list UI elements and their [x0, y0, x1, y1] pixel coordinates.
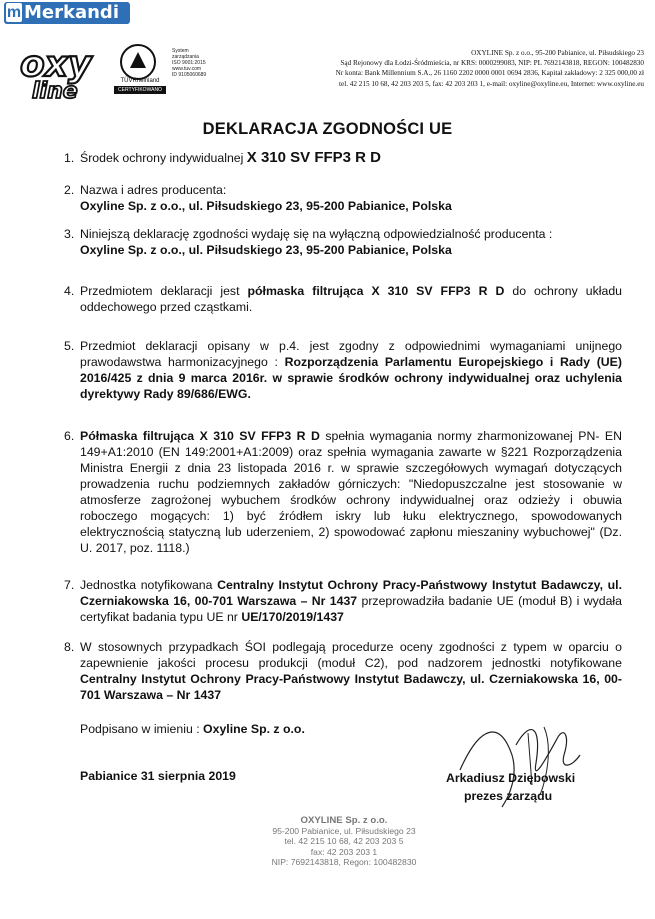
tuv-certification-mark — [112, 44, 168, 94]
company-stamp — [210, 816, 478, 867]
item-6 — [64, 428, 622, 556]
item-number: 2. — [64, 183, 75, 197]
iso-line: ID 9105060689 — [172, 72, 207, 78]
item-bold: Centralny Instytut Ochrony Pracy-Państwowy Instytut Badawczy, ul. Czerniakowska 16, 00-701 Warszawa – Nr 1437 — [80, 578, 622, 608]
logo-line: line — [32, 79, 78, 102]
tuv-badge-icon — [120, 44, 156, 80]
item-text: do ochrony układu oddechowego przed cząstkami. — [80, 284, 622, 314]
item-text: przeprowadziła badanie UE (moduł B) i wydała certyfikat badania typu UE nr — [80, 594, 622, 624]
signer-name: Arkadiusz Dziębowski — [446, 771, 576, 785]
item-number: 5. — [64, 339, 75, 353]
item-7 — [64, 577, 622, 625]
item-text: spełnia wymagania normy zharmonizowanej PN- EN 149+A1:2010 (EN 149:2001+A1:2009) oraz spełnia wymagania zawarte w §221 Rozporządzenia Ministra Energii z dnia 23 listopada 2016 r. w sprawie szczegółowych wymagań dotyczących prowadzenia ruchu podziemnych zakładów górniczych: "Niedopuszczalne jest stosowanie w atmosferze zagrożonej wybuchem środków ochrony indywidualnej oraz odzieży i obuwia roboczego mogących: 1) być źródłem iskry lub łuku elektrycznego, spowodowanych elektrycznością statyczną lub uderzeniem, 2) spowodować zapłonu mieszaniny wybuchowej" (Dz. U. 2017, poz. 1118.) — [80, 429, 622, 555]
company-line: Sąd Rejonowy dla Łodzi-Śródmieścia, nr KRS: 0000299083, NIP: PL 7692143818, REGON: 100482830 — [340, 59, 644, 68]
stamp-line: 95-200 Pabianice, ul. Piłsudskiego 23 — [272, 826, 416, 837]
item-text: W stosownych przypadkach ŚOI podlegają procedurze oceny zgodności z typem w oparciu o zapewnienie jakości procesu produkcji (moduł C2), pod nadzorem jednostki notyfikowane — [80, 640, 622, 670]
item-number: 8. — [64, 640, 75, 654]
item-2 — [64, 182, 622, 214]
item-product: X 310 SV FFP3 R D — [246, 149, 382, 166]
item-8 — [64, 639, 622, 703]
company-line: tel. 42 215 10 68, 42 203 203 5, fax: 42 203 203 1, e-mail: oxyline@oxyline.eu, Internet: www.oxyline.eu — [339, 79, 644, 88]
item-text: Środek ochrony indywidualnej — [80, 151, 247, 165]
signed-company: Oxyline Sp. z o.o. — [203, 722, 305, 736]
item-3 — [64, 226, 622, 258]
tuv-bar: CERTYFIKOWANO — [114, 86, 166, 94]
signer-role: prezes zarządu — [464, 789, 553, 803]
item-number: 4. — [64, 284, 75, 298]
item-number: 3. — [64, 227, 75, 241]
document-title: DEKLARACJA ZGODNOŚCI UE — [202, 120, 453, 138]
stamp-line: NIP: 7692143818, Regon: 100482830 — [271, 856, 417, 867]
item-5 — [64, 338, 622, 402]
stamp-line: OXYLINE Sp. z o.o. — [300, 815, 388, 826]
item-text: Przedmiot deklaracji opisany w p.4. jest zgodny z odpowiednimi wymaganiami unijnego prawodawstwa harmonizacyjnego : — [80, 339, 622, 369]
merkandi-watermark-text: Merkandi — [24, 2, 119, 23]
merkandi-watermark — [4, 2, 130, 24]
iso-line: System — [172, 48, 189, 54]
company-line: OXYLINE Sp. z o.o., 95-200 Pabianice, ul. Piłsudskiego 23 — [471, 49, 644, 57]
company-line: Nr konta: Bank Millennium S.A., 26 1160 2202 0000 0001 0694 2836, Kapitał zakładowy: 2 325 000,00 zł — [335, 69, 644, 78]
stamp-line: tel. 42 215 10 68, 42 203 203 5 — [284, 836, 404, 847]
oxyline-logo — [18, 40, 108, 102]
item-text: Przedmiotem deklaracji jest — [80, 284, 248, 298]
signer-block — [446, 769, 575, 805]
item-number: 1. — [64, 151, 75, 165]
signature-date: Pabianice 31 sierpnia 2019 — [80, 769, 236, 783]
company-details — [236, 48, 644, 89]
logo-oxy: oxy — [20, 44, 92, 85]
signed-on-behalf — [80, 722, 305, 736]
stamp-line: fax: 42 203 203 1 — [310, 846, 378, 857]
tuv-name: TÜVRheinland — [120, 78, 160, 84]
item-text: Nazwa i adres producenta: — [80, 183, 227, 197]
item-number: 7. — [64, 578, 75, 592]
item-bold: Półmaska filtrująca X 310 SV FFP3 R D — [80, 429, 320, 443]
iso-line: zarządzania — [172, 54, 199, 60]
iso-line: www.tuv.com — [172, 66, 202, 72]
merkandi-m-icon: m — [6, 4, 22, 21]
certificate-number: UE/170/2019/1437 — [241, 610, 344, 624]
item-bold: Rozporządzenia Parlamentu Europejskiego i Rady (UE) 2016/425 z dnia 9 marca 2016r. w sprawie środków ochrony indywidualnej oraz uchylenia dyrektywy Rady 89/686/EWG. — [80, 355, 622, 401]
item-text: Niniejszą deklarację zgodności wydaję się na wyłączną odpowiedzialność producenta : — [80, 227, 553, 241]
item-bold: Oxyline Sp. z o.o., ul. Piłsudskiego 23, 95-200 Pabianice, Polska — [80, 243, 452, 257]
item-bold: półmaska filtrująca X 310 SV FFP3 R D — [247, 284, 505, 298]
item-bold: Oxyline Sp. z o.o., ul. Piłsudskiego 23, 95-200 Pabianice, Polska — [80, 199, 452, 213]
iso-line: ISO 9001:2015 — [172, 60, 206, 66]
item-number: 6. — [64, 429, 75, 443]
iso-info — [172, 48, 232, 78]
item-text: Jednostka notyfikowana — [80, 578, 218, 592]
item-bold: Centralny Instytut Ochrony Pracy-Państwowy Instytut Badawczy, ul. Czerniakowska 16, 00-701 Warszawa – Nr 1437 — [80, 672, 622, 702]
item-1 — [64, 150, 622, 166]
item-4 — [64, 283, 622, 315]
signed-label: Podpisano w imieniu : — [80, 722, 204, 736]
